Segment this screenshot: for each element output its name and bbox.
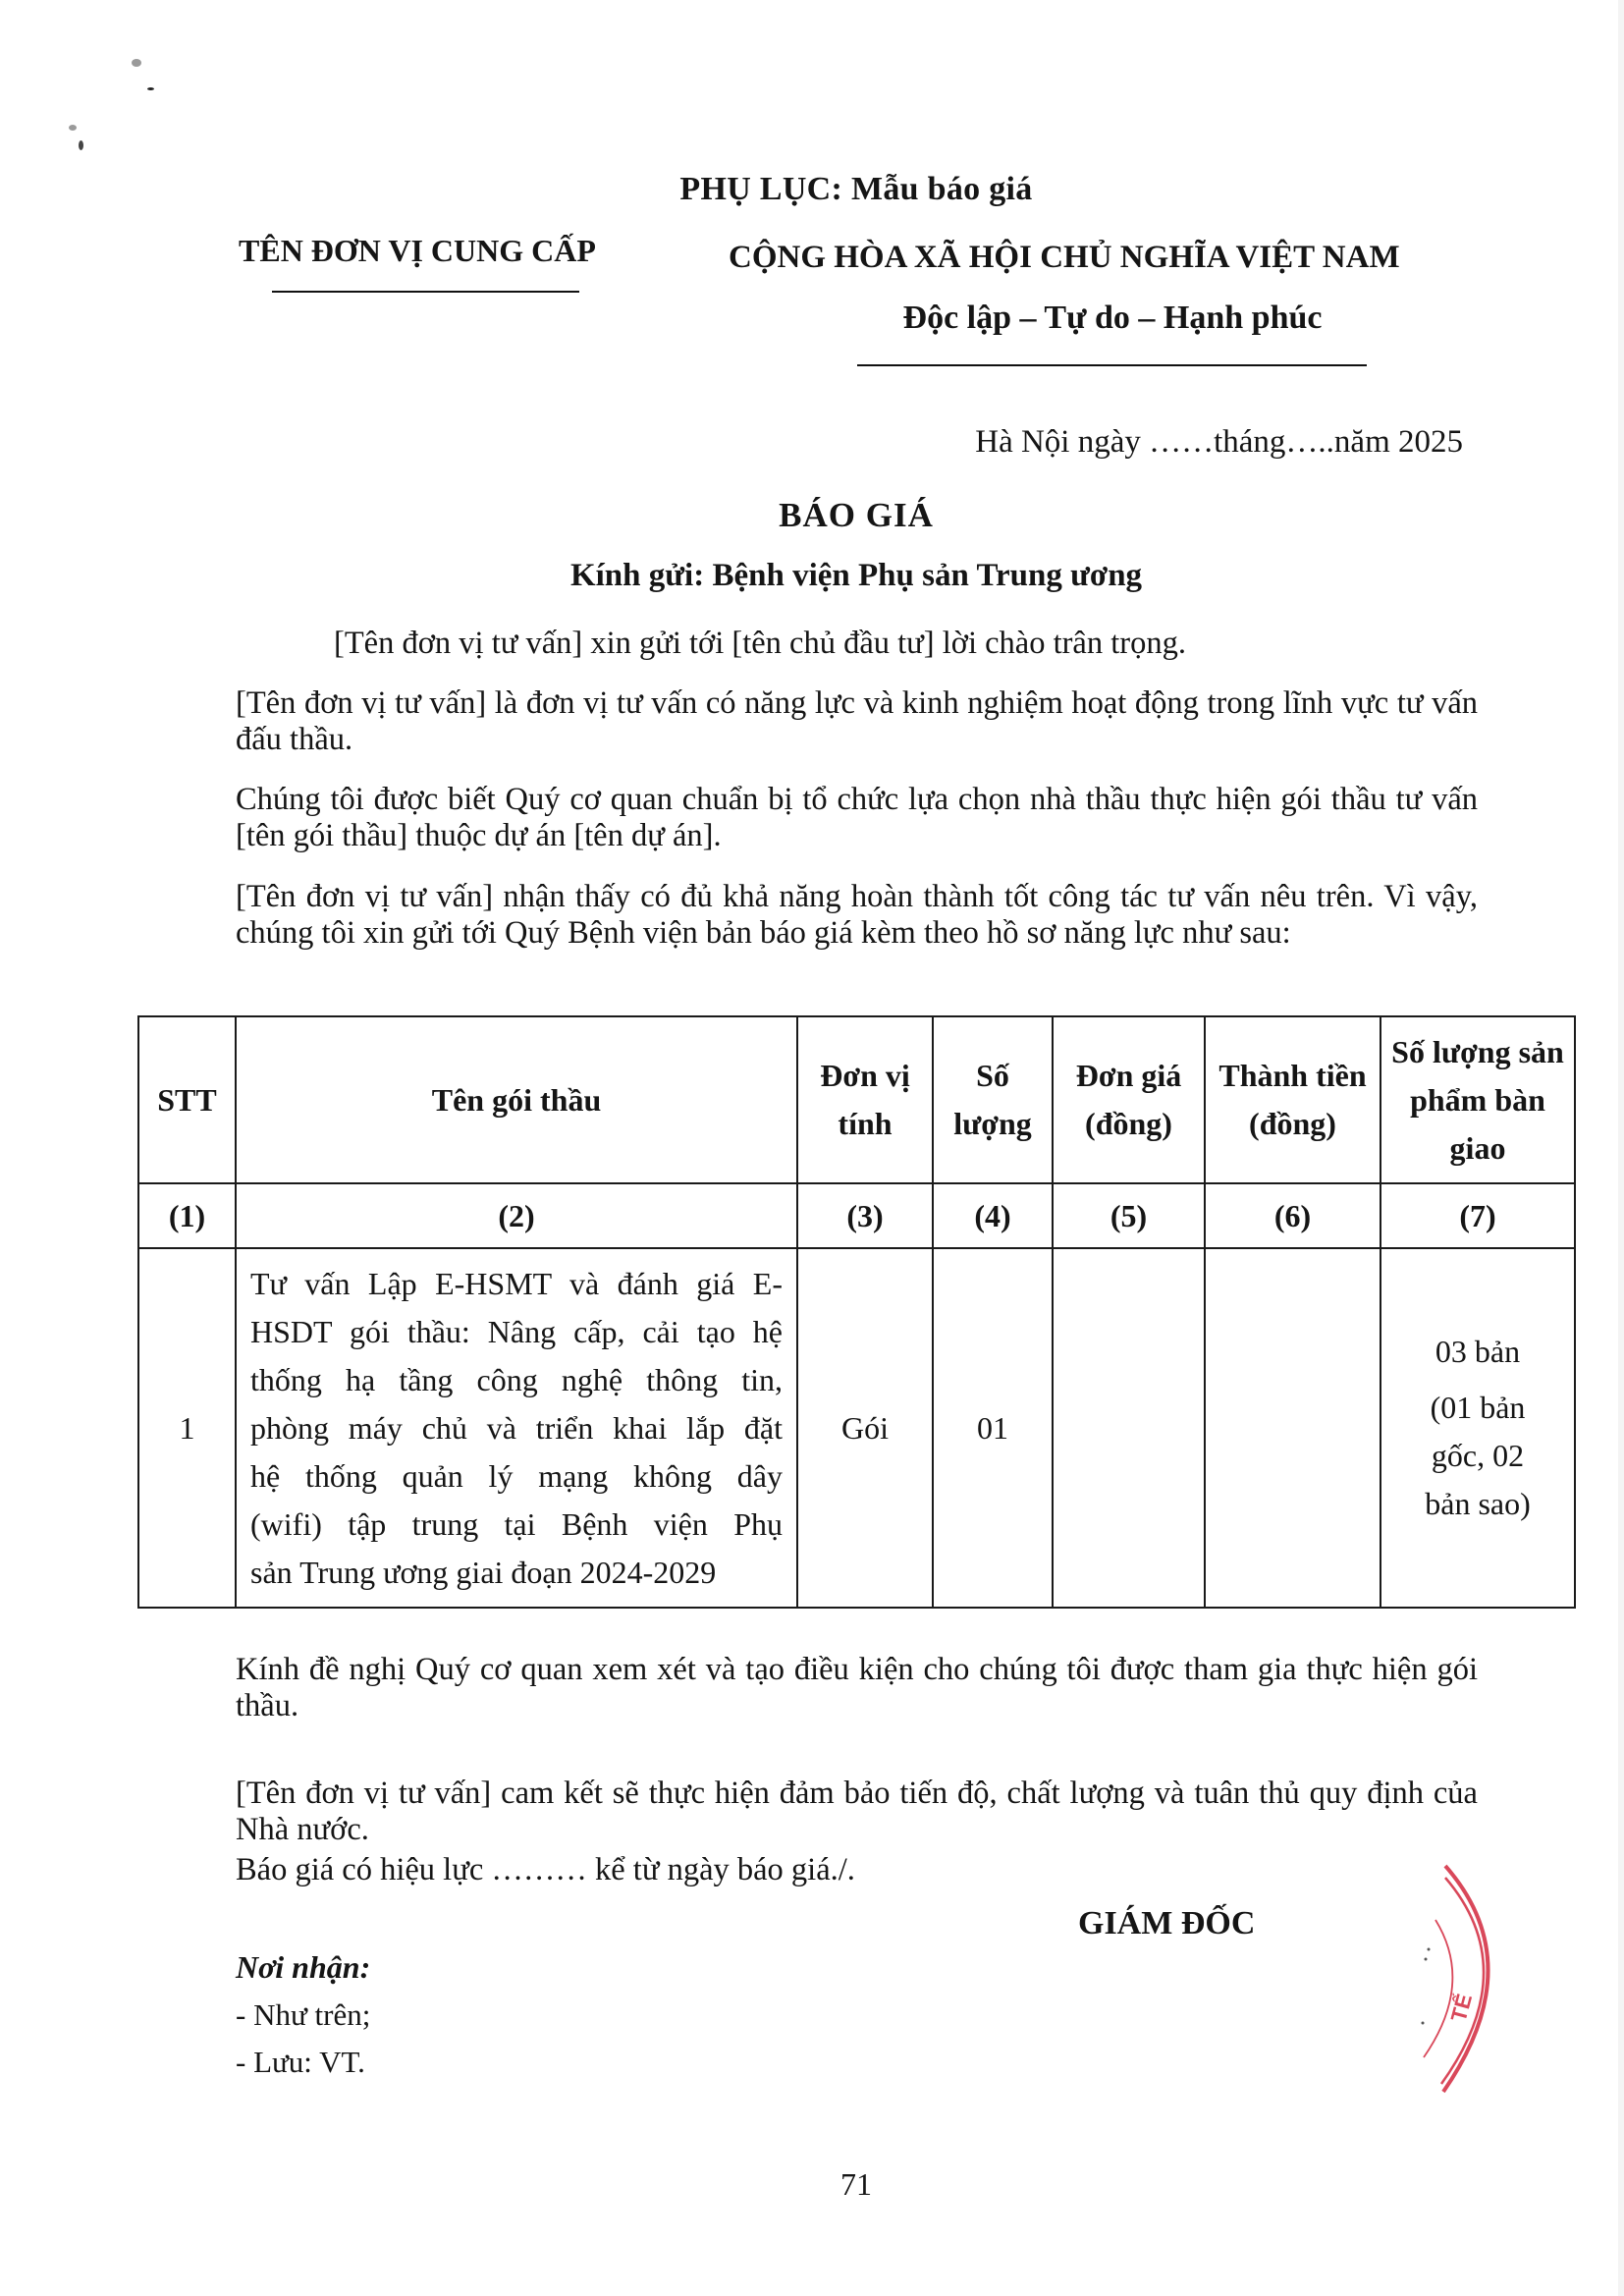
- page-number: 71: [840, 2166, 872, 2202]
- header-package-name: Tên gói thầu: [236, 1016, 797, 1183]
- header-unit-price: Đơn giá (đồng): [1053, 1016, 1205, 1183]
- row-package-name: [236, 1248, 797, 1608]
- motto-underline: [857, 364, 1367, 366]
- document-title: BÁO GIÁ: [779, 496, 934, 534]
- offer-paragraph: [Tên đơn vị tư vấn] nhận thấy có đủ khả năng hoàn thành tốt công tác tư vấn nêu trên. Vì vậy, chúng tôi xin gửi tới Quý Bệnh viện bản báo giá kèm theo hồ sơ năng lực như sau:: [236, 879, 1478, 951]
- signer-title: GIÁM ĐỐC: [1078, 1905, 1256, 1941]
- recipients-label: Nơi nhận:: [236, 1949, 371, 1985]
- deliverable-line: bản sao): [1425, 1486, 1531, 1521]
- package-line: thống hạ tầng công nghệ thông tin,: [250, 1361, 783, 1397]
- package-line: sản Trung ương giai đoạn 2024-2029: [250, 1554, 717, 1590]
- recipient-item: - Như trên;: [236, 1997, 371, 2032]
- row-unit-price: [1053, 1248, 1205, 1608]
- stamp-text: TẾ: [1445, 1991, 1478, 2025]
- index-cell: (6): [1205, 1183, 1380, 1248]
- table-index-row: [138, 1183, 1575, 1248]
- stamp-outer-ring: [1443, 1866, 1489, 2092]
- row-stt: 1: [138, 1248, 236, 1608]
- header-deliverables: Số lượng sản phẩm bàn giao: [1380, 1016, 1575, 1183]
- scan-speck: [147, 87, 154, 90]
- national-title: CỘNG HÒA XÃ HỘI CHỦ NGHĨA VIỆT NAM: [729, 240, 1400, 275]
- package-line: Tư vấn Lập E-HSMT và đánh giá E-: [250, 1265, 783, 1301]
- appendix-title: PHỤ LỤC: Mẫu báo giá: [679, 171, 1033, 207]
- supplier-underline: [272, 291, 579, 293]
- scan-speck: [132, 59, 141, 67]
- stamp-dot: [1428, 1948, 1431, 1951]
- quotation-table: [137, 1015, 1576, 1609]
- index-cell: (4): [933, 1183, 1053, 1248]
- package-line: phòng máy chủ và triển khai lắp đặt: [250, 1409, 783, 1446]
- stamp-outer-ring-inner: [1441, 1878, 1484, 2084]
- validity-line: Báo giá có hiệu lực ……… kể từ ngày báo giá./.: [236, 1852, 855, 1887]
- stamp-dot: [1422, 2022, 1425, 2025]
- header-unit: Đơn vị tính: [797, 1016, 933, 1183]
- row-quantity: 01: [933, 1248, 1053, 1608]
- date-line: Hà Nội ngày ……tháng…..năm 2025: [975, 424, 1463, 460]
- intro-paragraph: [Tên đơn vị tư vấn] là đơn vị tư vấn có năng lực và kinh nghiệm hoạt động trong lĩnh vực tư vấn đấu thầu.: [236, 685, 1478, 757]
- greeting-paragraph: [Tên đơn vị tư vấn] xin gửi tới [tên chủ đầu tư] lời chào trân trọng.: [334, 626, 1186, 661]
- scan-speck: [79, 140, 83, 150]
- table-row: [138, 1248, 1575, 1608]
- index-cell: (2): [236, 1183, 797, 1248]
- scan-edge: [1618, 0, 1624, 2296]
- red-seal-stamp: [1414, 1846, 1542, 2102]
- index-cell: (3): [797, 1183, 933, 1248]
- request-paragraph: Kính đề nghị Quý cơ quan xem xét và tạo điều kiện cho chúng tôi được tham gia thực hiện gói thầu.: [236, 1652, 1478, 1723]
- header-quantity: Số lượng: [933, 1016, 1053, 1183]
- table-header-row: [138, 1016, 1575, 1183]
- package-line: hệ thống quản lý mạng không dây: [250, 1457, 783, 1494]
- deliverable-line: gốc, 02: [1431, 1438, 1525, 1473]
- package-line: (wifi) tập trung tại Bệnh viện Phụ: [250, 1505, 783, 1542]
- row-unit: Gói: [797, 1248, 933, 1608]
- deliverable-line: (01 bản: [1430, 1390, 1526, 1425]
- header-total: Thành tiền (đồng): [1205, 1016, 1380, 1183]
- stamp-inner-ring: [1424, 1920, 1452, 2057]
- index-cell: (7): [1380, 1183, 1575, 1248]
- deliverable-line: 03 bản: [1435, 1334, 1521, 1369]
- header-stt: STT: [138, 1016, 236, 1183]
- scan-speck: [69, 125, 77, 131]
- row-deliverables: [1380, 1248, 1575, 1608]
- commitment-paragraph: [Tên đơn vị tư vấn] cam kết sẽ thực hiện đảm bảo tiến độ, chất lượng và tuân thủ quy định của Nhà nước.: [236, 1776, 1478, 1847]
- index-cell: (5): [1053, 1183, 1205, 1248]
- supplier-name: TÊN ĐƠN VỊ CUNG CẤP: [239, 233, 596, 268]
- context-paragraph: Chúng tôi được biết Quý cơ quan chuẩn bị tổ chức lựa chọn nhà thầu thực hiện gói thầu tư vấn [tên gói thầu] thuộc dự án [tên dự án].: [236, 782, 1478, 853]
- recipient-line: Kính gửi: Bệnh viện Phụ sản Trung ương: [569, 558, 1143, 593]
- package-line: HSDT gói thầu: Nâng cấp, cải tạo hệ: [250, 1313, 783, 1349]
- row-total: [1205, 1248, 1380, 1608]
- stamp-dot: [1425, 1958, 1428, 1961]
- index-cell: (1): [138, 1183, 236, 1248]
- recipient-item: - Lưu: VT.: [236, 2045, 365, 2079]
- national-motto: Độc lập – Tự do – Hạnh phúc: [902, 300, 1323, 336]
